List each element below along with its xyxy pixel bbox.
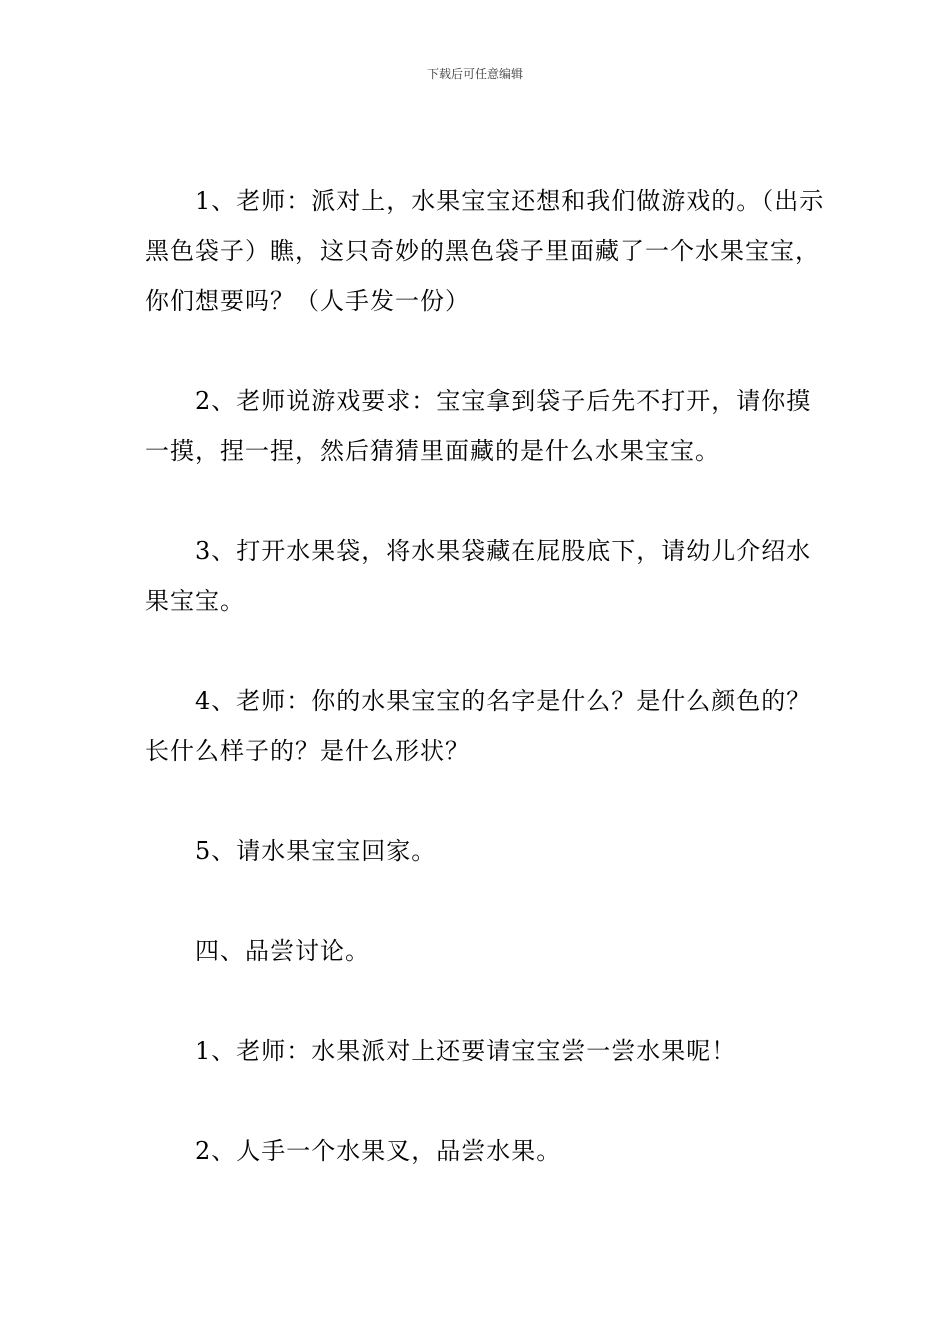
section-heading-4: 四、品尝讨论。 — [195, 937, 370, 965]
paragraph-3: 3、打开水果袋，将水果袋藏在屁股底下，请幼儿介绍水果宝宝。 — [145, 537, 812, 615]
paragraph-gap — [145, 776, 835, 826]
paragraph-gap — [145, 476, 835, 526]
paragraph-4: 4、老师：你的水果宝宝的名字是什么？是什么颜色的？长什么样子的？是什么形状？ — [145, 687, 812, 765]
document-body — [145, 176, 835, 1176]
paragraph-gap — [145, 326, 835, 376]
header-note: 下载后可任意编辑 — [426, 67, 523, 81]
section-4-paragraph-1: 1、老师：水果派对上还要请宝宝尝一尝水果呢！ — [195, 1037, 737, 1065]
paragraph-gap — [145, 976, 835, 1026]
paragraph-1: 1、老师：派对上，水果宝宝还想和我们做游戏的。（出示黑色袋子）瞧，这只奇妙的黑色袋子里面藏了一个水果宝宝，你们想要吗？（人手发一份） — [145, 187, 825, 315]
paragraph-gap — [145, 1076, 835, 1126]
paragraph-5: 5、请水果宝宝回家。 — [195, 837, 437, 865]
paragraph-gap — [145, 876, 835, 926]
section-4-paragraph-2: 2、人手一个水果叉，品尝水果。 — [195, 1137, 562, 1165]
paragraph-gap — [145, 626, 835, 676]
paragraph-2: 2、老师说游戏要求：宝宝拿到袋子后先不打开，请你摸一摸，捏一捏，然后猜猜里面藏的是什么水果宝宝。 — [145, 387, 812, 465]
